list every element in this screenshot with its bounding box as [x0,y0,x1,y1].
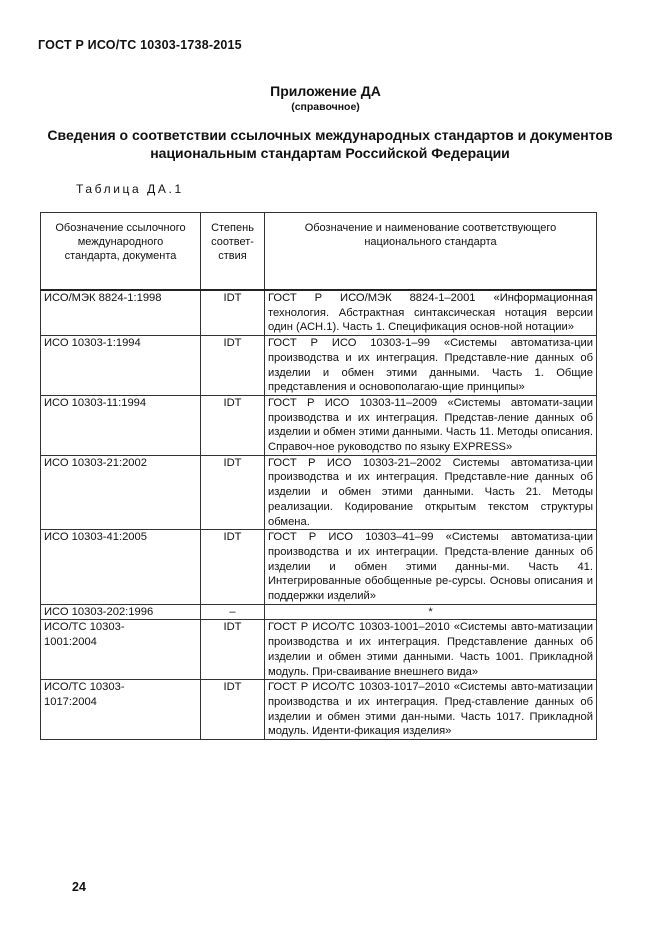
cell-designation: ИСО 10303-1:1994 [41,336,201,396]
table-row [41,620,597,680]
table-row [41,604,597,620]
cell-degree: IDT [201,680,265,740]
cell-designation: ИСО 10303-21:2002 [41,455,201,530]
cell-national-standard: ГОСТ Р ИСО 10303-21–2002 Системы автоматиза-ции производства и их интеграция. Представле-ние данных об изделии и обмен этими данными. Часть 21. Методы реализации. Кодирование открытым текстом структуры обмена. [265,455,597,530]
section-title: Сведения о соответствии ссылочных международных стандартов и документов национальным стандартам Российской Федерации [47,127,613,161]
cell-national-standard: * [265,604,597,620]
table-label: Таблица ДА.1 [76,182,184,196]
table-row [41,455,597,530]
cell-degree: IDT [201,336,265,396]
cell-national-standard: ГОСТ Р ИСО/ТС 10303-1001–2010 «Системы авто-матизации производства и их интеграция. Представление данных об изделии и обмен этими данными. Часть 1001. Прикладной модуль. При-сваивание внешнего вида» [265,620,597,680]
cell-degree: – [201,604,265,620]
cell-degree: IDT [201,290,265,336]
table-row [41,336,597,396]
cell-designation: ИСО 10303-202:1996 [41,604,201,620]
reference-standards-table [40,212,597,740]
cell-designation: ИСО/ТС 10303-1001:2004 [41,620,201,680]
table-row [41,395,597,455]
cell-designation: ИСО/МЭК 8824-1:1998 [41,290,201,336]
cell-national-standard: ГОСТ Р ИСО 10303–41–99 «Системы автоматиза-ции производства и их интеграции. Предста-вление данных об изделии и обмен этими данны-ми. Часть 41. Интегрированные обобщенные ре-сурсы. Основы описания и поддержки изделий» [265,530,597,605]
cell-degree: IDT [201,620,265,680]
table-row [41,290,597,336]
cell-designation: ИСО 10303-11:1994 [41,395,201,455]
header-designation: Обозначение ссылочного международного стандарта, документа [41,213,201,291]
table-header-row [41,213,597,291]
document-code-header: ГОСТ Р ИСО/ТС 10303-1738-2015 [38,38,242,52]
header-degree: Степень соответ-ствия [201,213,265,291]
appendix-title: Приложение ДА [270,83,381,99]
cell-designation: ИСО 10303-41:2005 [41,530,201,605]
cell-degree: IDT [201,455,265,530]
table-row [41,680,597,740]
table-body [41,290,597,740]
cell-designation: ИСО/ТС 10303-1017:2004 [41,680,201,740]
cell-national-standard: ГОСТ Р ИСО 10303-11–2009 «Системы автомати-зации производства и их интеграция. Представ-ление данных об изделии и обмен этими данными. Часть 11. Методы описания. Справоч-ное руководство по языку EXPRESS» [265,395,597,455]
cell-national-standard: ГОСТ Р ИСО 10303-1–99 «Системы автоматиза-ции производства и их интеграция. Представле-ние данных об изделии и обмен этими данными. Часть 1. Общие представления и основополагаю-щие принципы» [265,336,597,396]
cell-degree: IDT [201,530,265,605]
page-number: 24 [72,880,86,894]
table-header [41,213,597,291]
cell-national-standard: ГОСТ Р ИСО/ТС 10303-1017–2010 «Системы авто-матизации производства и их интеграция. Пред-ставление данных об изделии и обмен этими дан-ными. Часть 1017. Прикладной модуль. Иденти-фикация изделия» [265,680,597,740]
cell-degree: IDT [201,395,265,455]
header-national-standard: Обозначение и наименование соответствующего национального стандарта [265,213,597,291]
appendix-subtitle: (справочное) [291,101,360,113]
cell-national-standard: ГОСТ Р ИСО/МЭК 8824-1–2001 «Информационная технология. Абстрактная синтаксическая нотация версии один (АСН.1). Часть 1. Спецификация основ-ной нотации» [265,290,597,336]
table-row [41,530,597,605]
